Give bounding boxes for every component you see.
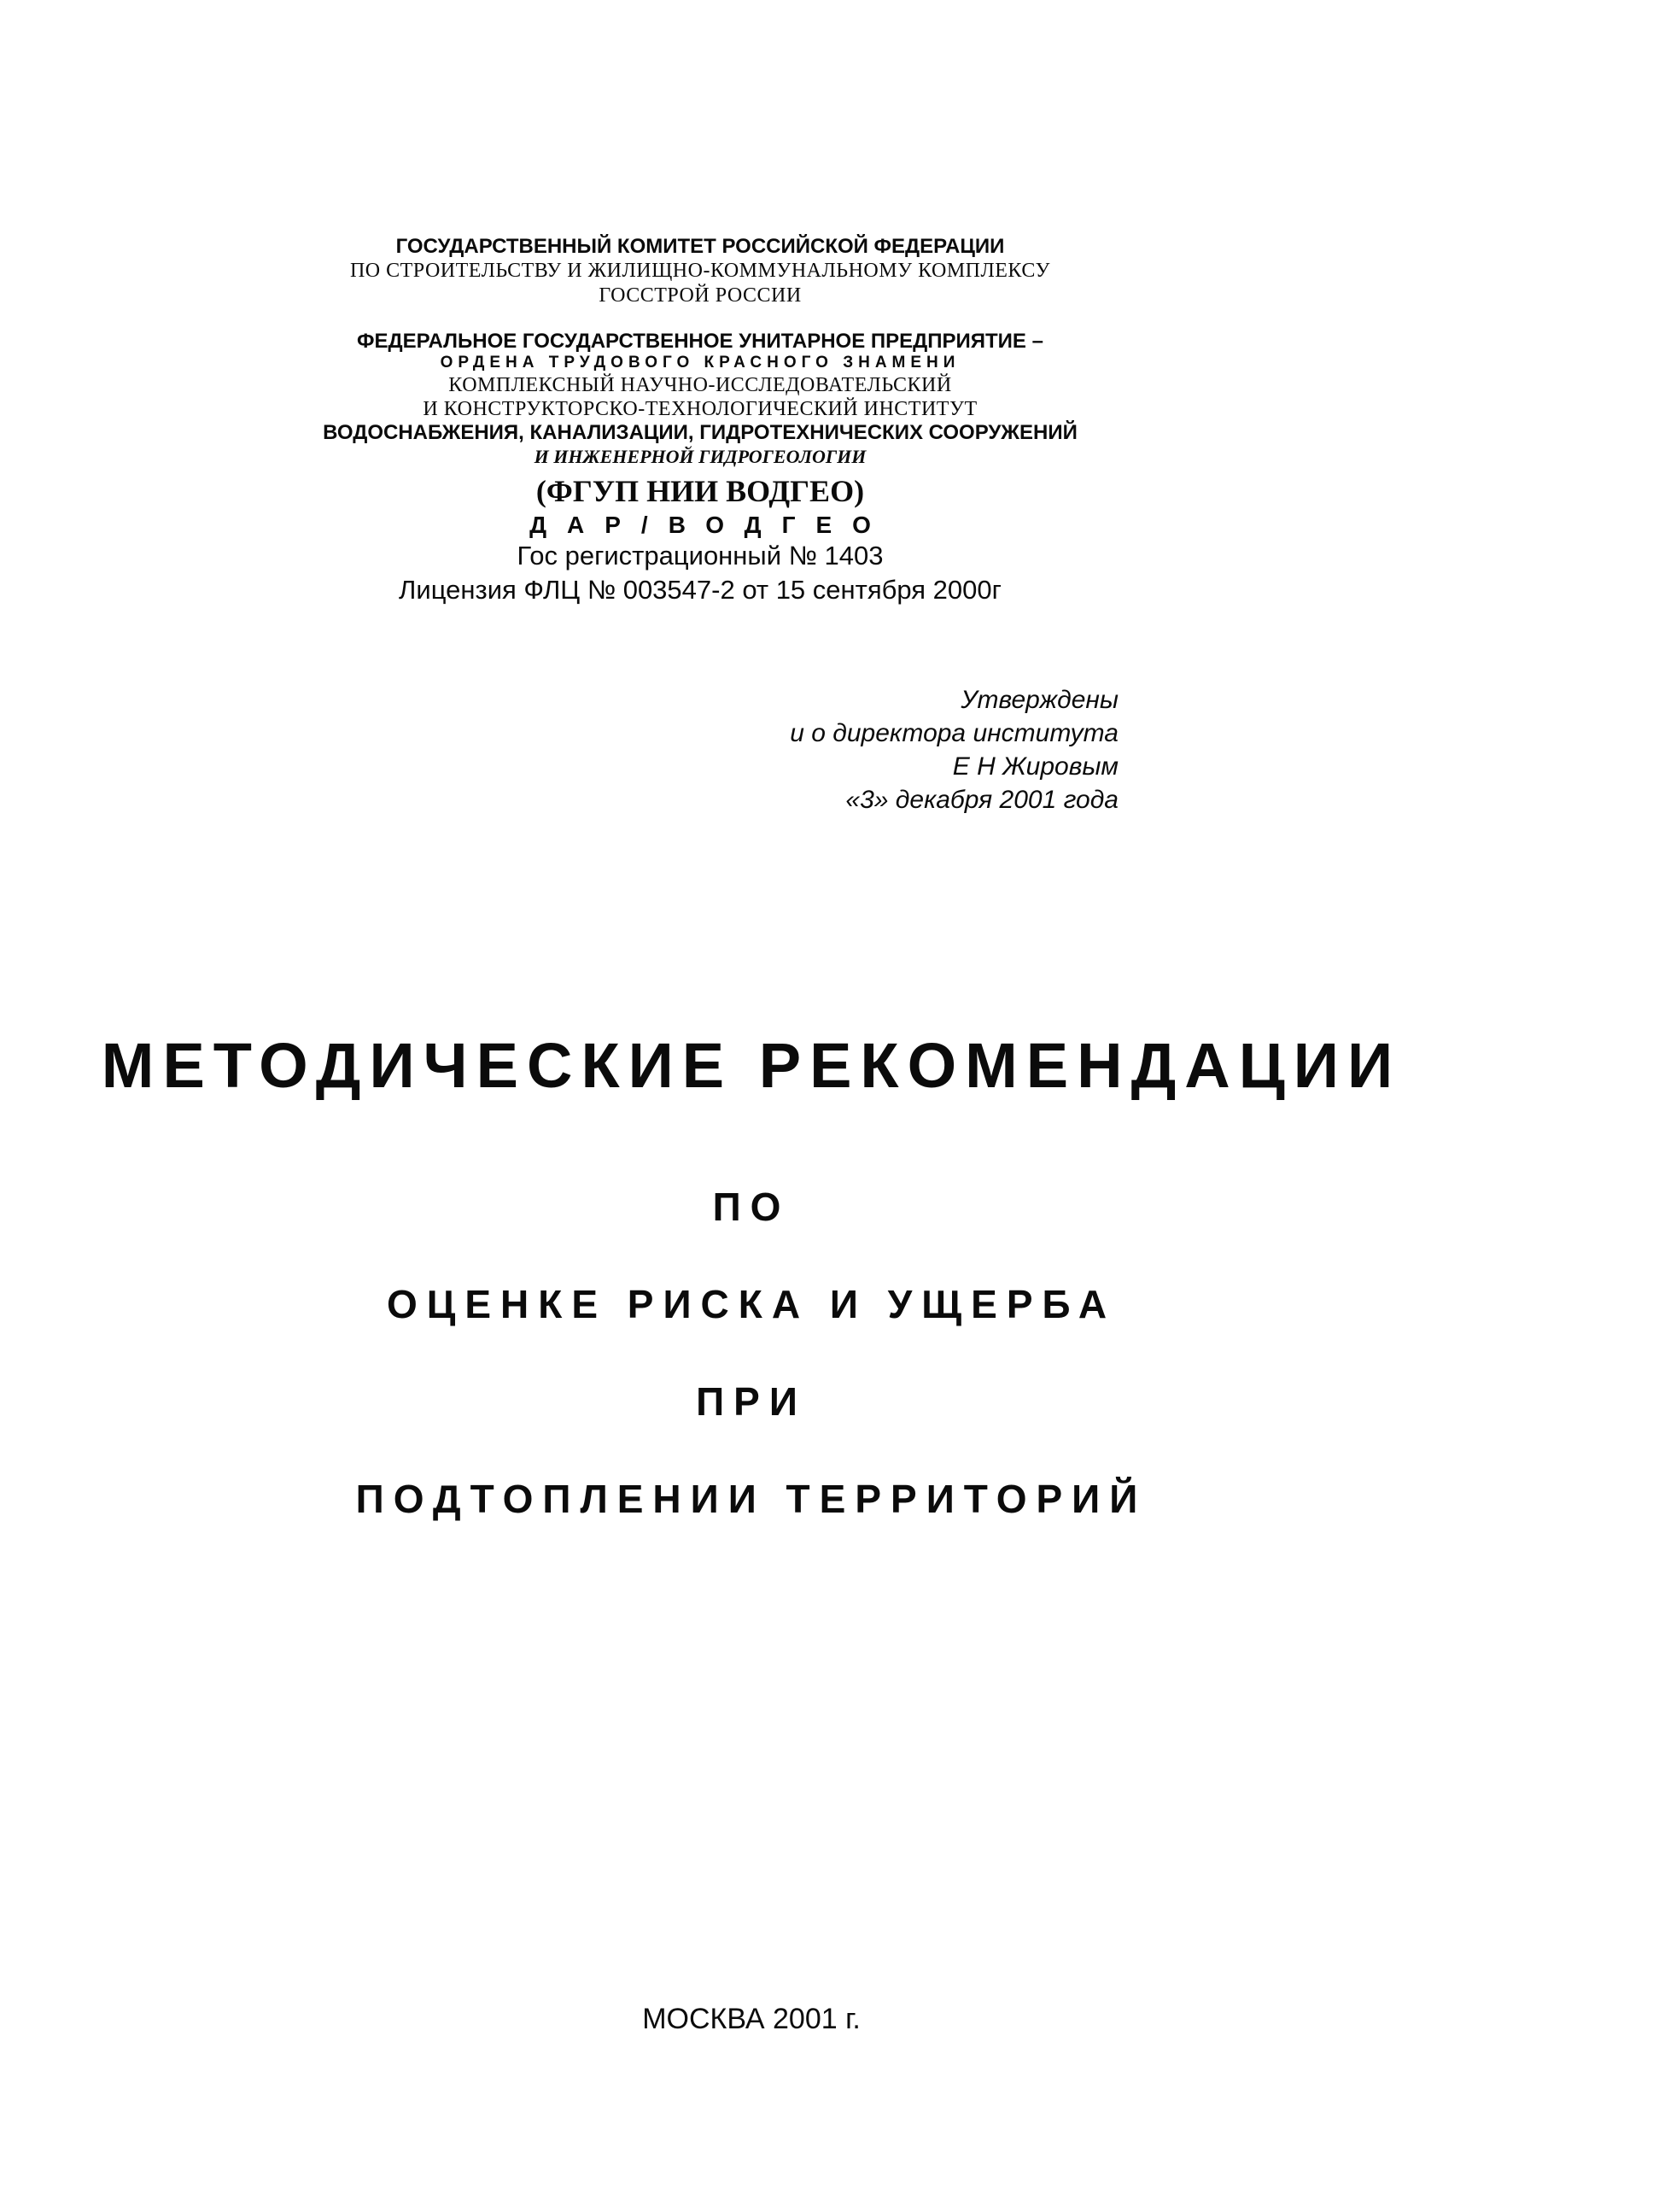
institute-stamp: ДАР/ВОДГЕО bbox=[529, 512, 891, 539]
approval-line-3: Е Н Жировым bbox=[952, 752, 1119, 781]
header-spacer bbox=[290, 307, 1110, 330]
institute-line-1: КОМПЛЕКСНЫЙ НАУЧНО-ИССЛЕДОВАТЕЛЬСКИЙ bbox=[448, 373, 952, 396]
enterprise-type: ФЕДЕРАЛЬНОЕ ГОСУДАРСТВЕННОЕ УНИТАРНОЕ ПРЕДПРИЯТИЕ – bbox=[357, 329, 1043, 353]
title-line-4: ПРИ bbox=[696, 1379, 807, 1424]
institute-line-3: ВОДОСНАБЖЕНИЯ, КАНАЛИЗАЦИИ, ГИДРОТЕХНИЧЕСКИХ СООРУЖЕНИЙ bbox=[323, 421, 1078, 445]
registration-number: Гос регистрационный № 1403 bbox=[517, 541, 884, 571]
approval-line-2: и о директора института bbox=[790, 719, 1119, 747]
issuer-header bbox=[290, 235, 1110, 608]
institute-line-4: И ИНЖЕНЕРНОЙ ГИДРОГЕОЛОГИИ bbox=[534, 445, 867, 467]
license-number: Лицензия ФЛЦ № 003547-2 от 15 сентября 2000г bbox=[399, 575, 1002, 606]
committee-short-name: ГОССТРОЙ РОССИИ bbox=[599, 284, 802, 307]
title-main: МЕТОДИЧЕСКИЕ РЕКОМЕНДАЦИИ bbox=[101, 1030, 1402, 1101]
approval-block bbox=[760, 683, 1119, 816]
approval-line-4: «3» декабря 2001 года bbox=[845, 786, 1119, 814]
committee-scope: ПО СТРОИТЕЛЬСТВУ И ЖИЛИЩНО-КОММУНАЛЬНОМУ КОМПЛЕКСУ bbox=[349, 260, 1051, 283]
institute-abbreviation: (ФГУП НИИ ВОДГЕО) bbox=[535, 473, 865, 508]
title-line-3: ОЦЕНКЕ РИСКА И УЩЕРБА bbox=[386, 1282, 1117, 1326]
place-and-year: МОСКВА 2001 г. bbox=[642, 2003, 861, 2035]
committee-name: ГОСУДАРСТВЕННЫЙ КОМИТЕТ РОССИЙСКОЙ ФЕДЕРАЦИИ bbox=[395, 235, 1005, 258]
approval-line-1: Утверждены bbox=[961, 686, 1119, 714]
order-line: ОРДЕНА ТРУДОВОГО КРАСНОГО ЗНАМЕНИ bbox=[440, 354, 961, 372]
title-line-5: ПОДТОПЛЕНИИ ТЕРРИТОРИЙ bbox=[355, 1477, 1148, 1521]
institute-line-2: И КОНСТРУКТОРСКО-ТЕХНОЛОГИЧЕСКИЙ ИНСТИТУТ bbox=[423, 397, 978, 420]
document-title bbox=[0, 1029, 1503, 1522]
title-line-2: ПО bbox=[712, 1185, 791, 1229]
